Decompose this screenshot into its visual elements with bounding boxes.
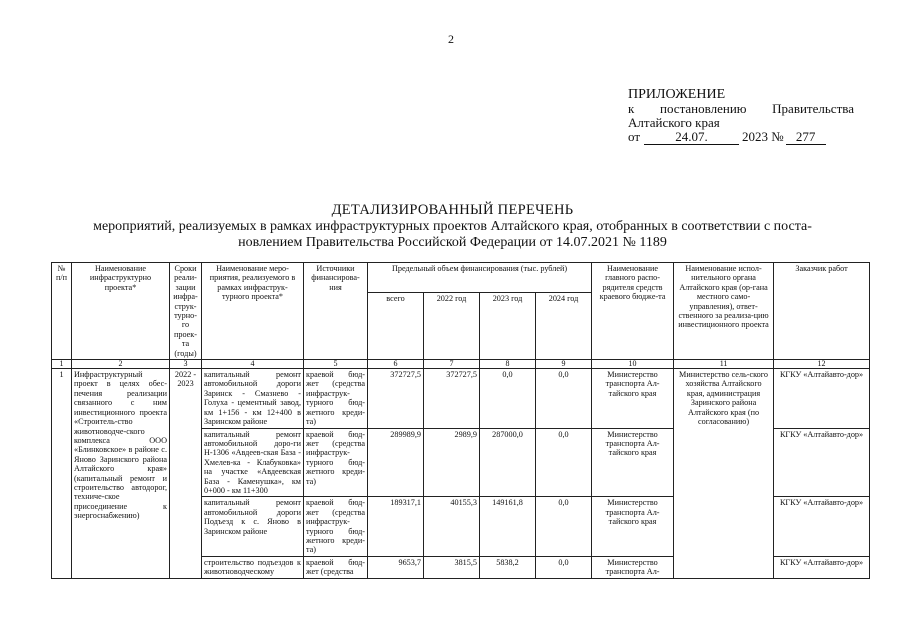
table-row xyxy=(52,369,870,428)
col-number: 5 xyxy=(304,360,368,369)
amount-2022: 372727,5 xyxy=(424,369,480,428)
amount-2024: 0,0 xyxy=(536,497,592,556)
amount-2024: 0,0 xyxy=(536,556,592,578)
budget-manager: Министерство транспорта Ал-тайского края xyxy=(592,497,674,556)
amount-2022: 40155,3 xyxy=(424,497,480,556)
financing-source: краевой бюд-жет (средства xyxy=(304,556,368,578)
appendix-title: ПРИЛОЖЕНИЕ xyxy=(628,87,726,102)
header-project-name: Наименование инфраструктурно проекта* xyxy=(72,263,170,360)
col-number: 11 xyxy=(674,360,774,369)
financing-source: краевой бюд-жет (средства инфраструк-турного бюд-жетного креди-та) xyxy=(304,428,368,497)
col-number: 1 xyxy=(52,360,72,369)
col-number: 9 xyxy=(536,360,592,369)
header-measure: Наименование меро-приятия, реализуемого в рамках инфраструк-турного проекта* xyxy=(202,263,304,360)
col-number: 3 xyxy=(170,360,202,369)
budget-manager: Министерство транспорта Ал-тайского края xyxy=(592,428,674,497)
header-2023: 2023 год xyxy=(480,293,536,360)
col-number: 8 xyxy=(480,360,536,369)
amount-2024: 0,0 xyxy=(536,428,592,497)
amount-2023: 0,0 xyxy=(480,369,536,428)
financing-source: краевой бюд-жет (средства инфраструк-турного бюд-жетного креди-та) xyxy=(304,369,368,428)
measures-table xyxy=(51,262,870,579)
header-source: Источники финансирова-ния xyxy=(304,263,368,360)
amount-total: 289989,9 xyxy=(368,428,424,497)
amount-2022: 2989,9 xyxy=(424,428,480,497)
project-name: Инфраструктурный проект в целях обес-печения реализации связанного с ним инвестиционного проекта «Строитель-ство животноводче-ского комплекса ООО «Блинковское» в районе с. Яново Заринского района Алтайского края» (капитальный ремонт и строительство автодорог, техниче-ское присоединение к энергоснабжению) xyxy=(72,369,170,579)
measure-name: капитальный ремонт автомобильной дороги Заринск - Смазнево - Голуха - цементный завод, км 1+156 - км 12+400 в Заринском районе xyxy=(202,369,304,428)
amount-total: 189317,1 xyxy=(368,497,424,556)
measure-name: строительство подъездов к животноводческому xyxy=(202,556,304,578)
budget-manager: Министерство транспорта Ал-тайского края xyxy=(592,369,674,428)
amount-2023: 287000,0 xyxy=(480,428,536,497)
document-subtitle-line2: новлением Правительства Российской Федерации от 14.07.2021 № 1189 xyxy=(238,235,667,250)
col-number: 4 xyxy=(202,360,304,369)
header-num: № п/п xyxy=(52,263,72,360)
amount-total: 9653,7 xyxy=(368,556,424,578)
measure-name: капитальный ремонт автомобильной дороги Подъезд к с. Яново в Заринском районе xyxy=(202,497,304,556)
col-number: 2 xyxy=(72,360,170,369)
appendix-line2: Алтайского края xyxy=(628,115,720,130)
page-number: 2 xyxy=(448,32,454,46)
col-number: 10 xyxy=(592,360,674,369)
appendix-line1 xyxy=(628,102,854,116)
sign-date: 24.07. xyxy=(644,130,739,145)
amount-2023: 5838,2 xyxy=(480,556,536,578)
sign-prefix: от xyxy=(628,129,641,144)
document-subtitle-line1: мероприятий, реализуемых в рамках инфраструктурных проектов Алтайского края, отобранных в соответствии с поста- xyxy=(93,219,812,234)
work-customer: КГКУ «Алтайавто-дор» xyxy=(774,369,870,428)
project-number: 1 xyxy=(52,369,72,579)
appendix-signature-line xyxy=(628,130,854,145)
header-years: Сроки реали-зации инфра-струк-турно-го проек-та (годы) xyxy=(170,263,202,360)
appendix-word: Правительства xyxy=(772,101,854,116)
appendix-word: к xyxy=(628,101,635,116)
header-manager: Наименование главного распо-рядителя средств краевого бюджe-та xyxy=(592,263,674,360)
sign-year: 2023 № xyxy=(742,129,784,144)
col-number: 7 xyxy=(424,360,480,369)
column-number-row xyxy=(52,360,870,369)
project-years: 2022 - 2023 xyxy=(170,369,202,579)
amount-2023: 149161,8 xyxy=(480,497,536,556)
budget-manager: Министерство транспорта Ал- xyxy=(592,556,674,578)
measure-name: капитальный ремонт автомобильной доро-ги Н-1306 «Авдеев-ская База - Хмелев-ка - Клабуковка» на участке «Авдеевская База - Каменушка», км 0+000 - км 11+300 xyxy=(202,428,304,497)
header-executor: Наименование испол-нительного органа Алтайского края (ор-гана местного само-управления), ответ-ственного за реализа-цию инвестиционного проекта xyxy=(674,263,774,360)
sign-number: 277 xyxy=(786,130,826,145)
amount-2024: 0,0 xyxy=(536,369,592,428)
financing-source: краевой бюд-жет (средства инфраструк-турного бюд-жетного креди-та) xyxy=(304,497,368,556)
responsible-executor: Министерство сель-ского хозяйства Алтайского края, администрация Заринского района Алтайского края (по согласованию) xyxy=(674,369,774,579)
work-customer: КГКУ «Алтайавто-дор» xyxy=(774,428,870,497)
header-financing-group: Предельный объем финансирования (тыс. рублей) xyxy=(368,263,592,293)
header-2024: 2024 год xyxy=(536,293,592,360)
col-number: 6 xyxy=(368,360,424,369)
appendix-block xyxy=(628,88,854,145)
col-number: 12 xyxy=(774,360,870,369)
header-customer: Заказчик работ xyxy=(774,263,870,360)
table-header-row xyxy=(52,263,870,293)
header-2022: 2022 год xyxy=(424,293,480,360)
work-customer: КГКУ «Алтайавто-дор» xyxy=(774,497,870,556)
appendix-word: постановлению xyxy=(660,101,747,116)
document-title: ДЕТАЛИЗИРОВАННЫЙ ПЕРЕЧЕНЬ xyxy=(331,202,574,218)
header-total: всего xyxy=(368,293,424,360)
work-customer: КГКУ «Алтайавто-дор» xyxy=(774,556,870,578)
amount-2022: 3815,5 xyxy=(424,556,480,578)
amount-total: 372727,5 xyxy=(368,369,424,428)
